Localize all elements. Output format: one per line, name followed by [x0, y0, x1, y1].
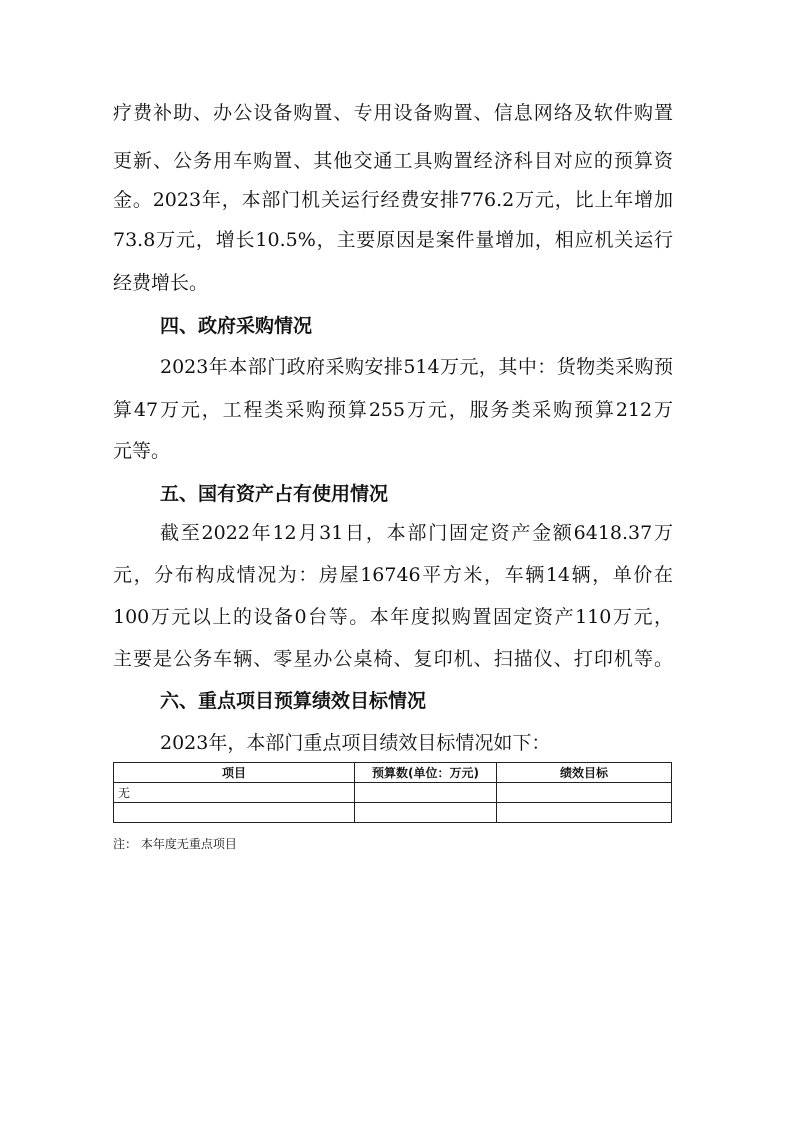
table-cell — [114, 803, 355, 823]
table-header: 项目 — [114, 763, 355, 783]
section-heading-performance: 六、重点项目预算绩效目标情况 — [160, 690, 427, 712]
body-line: 100万元以上的设备0台等。本年度拟购置固定资产110万元， — [113, 606, 673, 628]
section-heading-assets: 五、国有资产占有使用情况 — [160, 483, 389, 505]
table-note: 注： 本年度无重点项目 — [113, 837, 237, 851]
table-cell — [497, 803, 672, 823]
table-row — [114, 783, 672, 803]
body-line: 经费增长。 — [113, 272, 209, 294]
body-line: 金。2023年，本部门机关运行经费安排776.2万元，比上年增加 — [113, 189, 673, 211]
table-cell: 无 — [114, 783, 355, 803]
performance-table — [113, 762, 672, 823]
body-line: 截至2022年12月31日，本部门固定资产金额6418.37万 — [160, 522, 673, 544]
body-line: 疗费补助、办公设备购置、专用设备购置、信息网络及软件购置 — [113, 102, 673, 124]
table-row — [114, 803, 672, 823]
table-cell — [355, 783, 497, 803]
section-intro: 2023年，本部门重点项目绩效目标情况如下： — [160, 732, 551, 754]
section-heading-procurement: 四、政府采购情况 — [160, 315, 313, 337]
table-header-row — [114, 763, 672, 783]
body-line: 元等。 — [113, 440, 171, 462]
body-line: 主要是公务车辆、零星办公桌椅、复印机、扫描仪、打印机等。 — [113, 648, 673, 670]
body-line: 更新、公务用车购置、其他交通工具购置经济科目对应的预算资 — [113, 150, 673, 172]
table-cell — [497, 783, 672, 803]
table-header: 绩效目标 — [497, 763, 672, 783]
body-line: 元，分布构成情况为：房屋16746平方米，车辆14辆，单价在 — [113, 564, 673, 586]
body-line: 算47万元，工程类采购预算255万元，服务类采购预算212万 — [113, 399, 673, 421]
body-line: 2023年本部门政府采购安排514万元，其中：货物类采购预 — [160, 356, 673, 378]
table-cell — [355, 803, 497, 823]
body-line: 73.8万元，增长10.5%，主要原因是案件量增加，相应机关运行 — [113, 229, 673, 251]
table-header: 预算数(单位：万元) — [355, 763, 497, 783]
